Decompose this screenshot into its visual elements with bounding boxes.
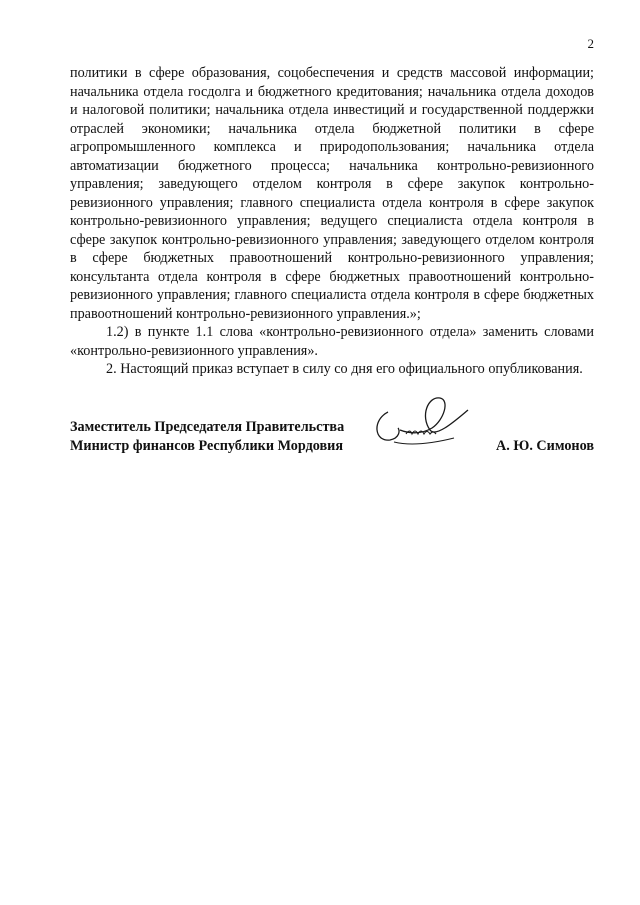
page-number: 2	[587, 36, 594, 51]
paragraph-item-1-2: 1.2) в пункте 1.1 слова «контрольно-ревизионного отдела» заменить словами «контрольно-ревизионного управления».	[70, 324, 594, 359]
signatory-title-line-2: Министр финансов Республики Мордовия	[70, 438, 343, 454]
signature-block	[70, 418, 594, 478]
handwritten-signature	[370, 390, 480, 460]
paragraph-continuation: политики в сфере образования, соцобеспечения и средств массовой информации; начальника отдела госдолга и бюджетного кредитования; начальника отдела доходов и налоговой политики; начальника отдела инвестиций и государственной поддержки отраслей экономики; начальника отдела бюджетной политики в сфере агропромышленного комплекса и природопользования; начальника отдела автоматизации бюджетного процесса; начальника контрольно-ревизионного управления; заведующего отделом контроля в сфере закупок контрольно-ревизионного управления; главного специалиста отдела контроля в сфере закупок контрольно-ревизионного управления; ведущего специалиста отдела контроля в сфере закупок контрольно-ревизионного управления; заведующего отделом контроля в сфере бюджетных правоотношений контрольно-ревизионного управления; консультанта отдела контроля в сфере бюджетных правоотношений контрольно-ревизионного управления; главного специалиста отдела контроля в сфере бюджетных правоотношений контрольно-ревизионного управления.»;	[70, 65, 594, 322]
signatory-title-line-1: Заместитель Председателя Правительства	[70, 419, 345, 435]
document-body	[70, 64, 594, 379]
paragraph-item-2: 2. Настоящий приказ вступает в силу со дня его официального опубликования.	[106, 361, 583, 377]
signatory-name: А. Ю. Симонов	[496, 438, 594, 454]
signatory-title	[70, 418, 344, 456]
